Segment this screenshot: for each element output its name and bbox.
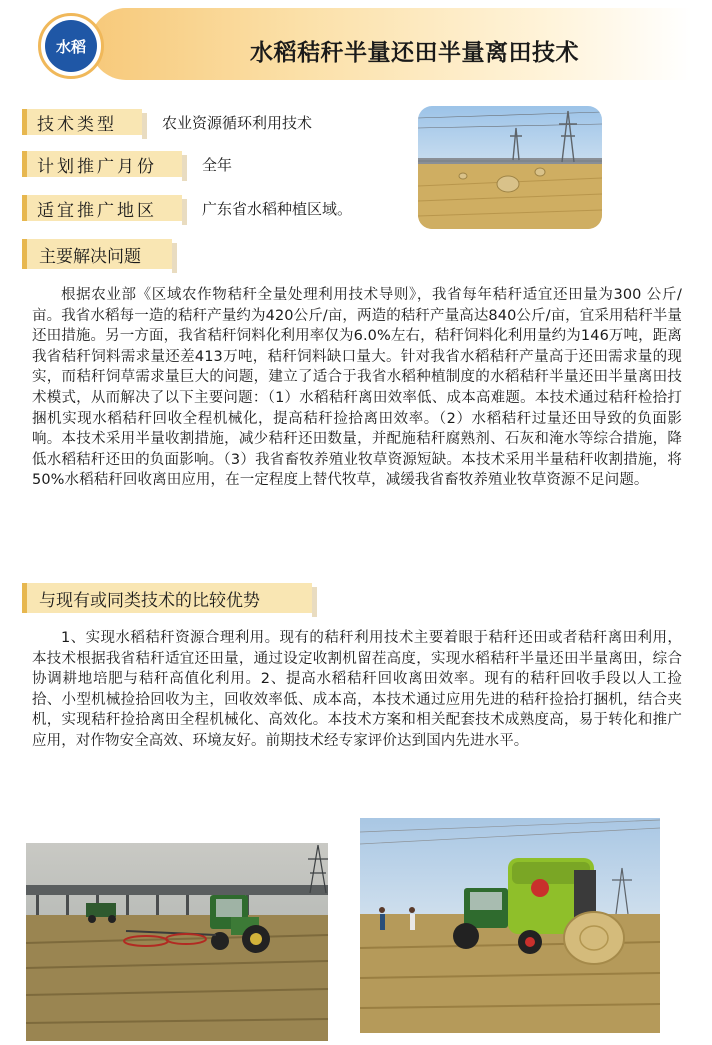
page-title: 水稻秸秆半量还田半量离田技术 [250, 40, 579, 66]
advantages-section-title: 与现有或同类技术的比较优势 [22, 583, 312, 613]
advantages-body: 1、实现水稻秸秆资源合理利用。现有的秸秆利用技术主要着眼于秸秆还田或者秸秆离田利用，本技术根据我省秸秆适宜还田量，通过设定收割机留茬高度，实现水稻秸秆半量还田半量离田，综合协调耕地培肥与秸秆高值化利用。2、提高水稻秸秆回收离田效率。现有的秸秆回收手段以人工捡拾、小型机械捡拾回收为主，回收效率低、成本高，本技术通过应用先进的秸秆捡拾打捆机，结合夹机，实现秸秆捡拾离田全程机械化、高效化。本技术方案和相关配套技术成熟度高，易于转化和推广应用，对作物安全高效、环境友好。前期技术经专家评价达到国内先进水平。 [32, 630, 682, 749]
problems-body: 根据农业部《区域农作物秸秆全量处理利用技术导则》，我省每年秸秆适宜还田量为300 公斤/亩。我省水稻每一造的秸秆产量约为420公斤/亩，两造的秸秆产量高达840公斤/亩，宜采用秸秆半量还田措施。另一方面，我省秸秆饲料化利用率仅为6.0%左右，秸秆饲料化利用量约为146万吨，距离我省秸秆饲料需求量还差413万吨，秸秆饲料缺口量大。针对我省水稻秸秆产量高于还田需求量的现实，而秸秆饲草需求量巨大的问题，建立了适合于我省水稻种植制度的水稻秸秆半量还田半量离田技术模式，从而解决了以下主要问题：（1）水稻秸秆离田效率低、成本高难题。本技术通过秸秆检拾打捆机实现水稻秸秆回收全程机械化，提高秸秆捡拾离田效率。（2）水稻秸秆过量还田导致的负面影响。本技术采用半量收割措施，减少秸秆还田数量，并配施秸秆腐熟剂、石灰和淹水等综合措施，降低水稻秸秆还田的负面影响。（3）我省畜牧养殖业牧草资源短缺。本技术采用半量秸秆收割措施，将50%水稻秸秆回收离田应用，在一定程度上替代牧草，减缓我省畜牧养殖业牧草资源不足问题。 [32, 287, 682, 489]
category-badge [38, 13, 104, 79]
baler-round-bale-photo [360, 818, 660, 1033]
title-banner [90, 8, 692, 80]
promotion-month-label: 计划推广月份 [22, 151, 182, 177]
region-label: 适宜推广地区 [22, 195, 182, 221]
region-value: 广东省水稻种植区域。 [202, 200, 353, 218]
promotion-month-value: 全年 [202, 156, 233, 174]
tech-type-value: 农业资源循环利用技术 [162, 114, 313, 132]
straw-bale-field-photo [418, 106, 602, 229]
category-badge-label: 水稻 [45, 20, 97, 72]
problems-section-title: 主要解决问题 [22, 239, 172, 269]
tractor-rake-photo [26, 843, 328, 1041]
tech-type-label: 技术类型 [22, 109, 142, 135]
